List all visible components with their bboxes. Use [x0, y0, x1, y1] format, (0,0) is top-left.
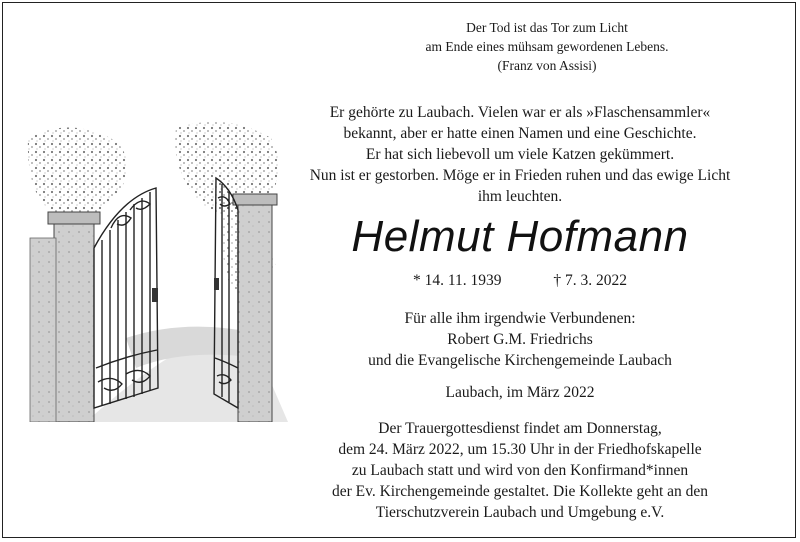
- quote-author: (Franz von Assisi): [497, 58, 597, 73]
- intro-text: [300, 102, 740, 207]
- open-garden-gate-icon: [26, 118, 288, 422]
- mourners-block: [300, 308, 740, 371]
- mourners-line: Für alle ihm irgendwie Verbundenen:: [404, 310, 636, 327]
- mourners-line: Robert G.M. Friedrichs: [447, 331, 593, 348]
- funeral-service-info: [300, 418, 740, 523]
- epigraph-quote: [397, 18, 697, 75]
- death-date: † 7. 3. 2022: [553, 272, 628, 289]
- intro-line: Er hat sich liebevoll um viele Katzen gekümmert.: [365, 146, 675, 163]
- place-date: Laubach, im März 2022: [445, 384, 595, 401]
- mourners-line: und die Evangelische Kirchengemeinde Laubach: [368, 352, 672, 369]
- service-line: Tierschutzverein Laubach und Umgebung e.V.: [375, 504, 665, 521]
- intro-line: bekannt, aber er hatte einen Namen und eine Geschichte.: [343, 125, 697, 142]
- life-dates: [300, 272, 740, 290]
- quote-line: am Ende eines mühsam gewordenen Lebens.: [425, 39, 669, 54]
- service-line: dem 24. März 2022, um 15.30 Uhr in der Friedhofskapelle: [338, 441, 702, 458]
- service-line: Der Trauergottesdienst findet am Donnerstag,: [378, 420, 662, 437]
- quote-line: Der Tod ist das Tor zum Licht: [466, 20, 628, 35]
- intro-line: Er gehörte zu Laubach. Vielen war er als »Flaschensammler«: [329, 104, 711, 121]
- birth-date: * 14. 11. 1939: [412, 272, 502, 289]
- service-line: zu Laubach statt und wird von den Konfirmand*innen: [351, 462, 689, 479]
- deceased-name: Helmut Hofmann: [351, 212, 689, 261]
- intro-line: ihm leuchten.: [477, 188, 563, 205]
- service-line: der Ev. Kirchengemeinde gestaltet. Die Kollekte geht an den: [331, 483, 709, 500]
- intro-line: Nun ist er gestorben. Möge er in Frieden ruhen und das ewige Licht: [309, 167, 731, 184]
